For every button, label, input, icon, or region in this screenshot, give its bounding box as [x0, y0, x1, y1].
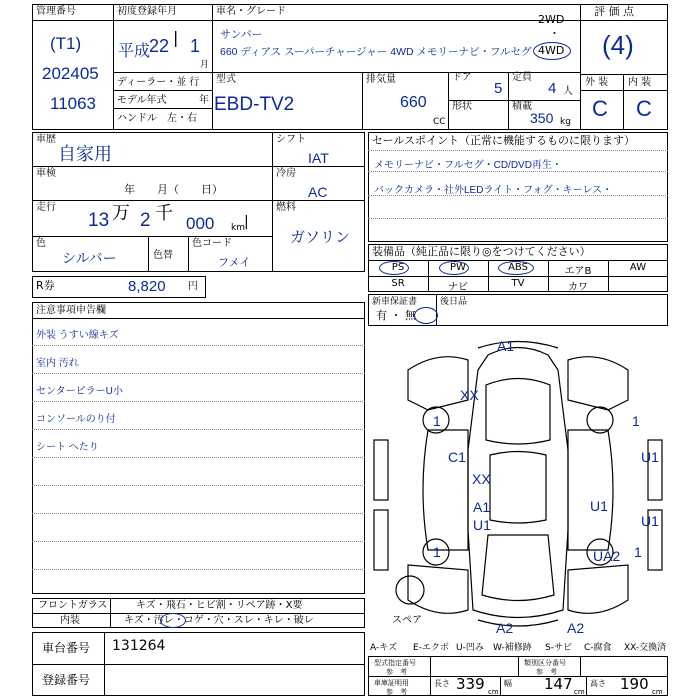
door-label: ドア — [452, 72, 472, 83]
note-item-3: センターピラーU小 — [36, 386, 123, 397]
equipment-title: 装備品（純正品に限り◎をつけてください） — [372, 245, 591, 258]
chassis-label: 車台番号 — [42, 641, 91, 655]
width: 147 — [544, 675, 573, 693]
keijo-label: 形状 — [452, 101, 472, 112]
soko-sen: 2 — [140, 210, 151, 231]
warranty-value: 有 ・ 無 — [376, 309, 416, 322]
soko-label: 走行 — [36, 202, 56, 213]
note-item-2: 室内 汚れ — [36, 358, 79, 369]
shareki: 自家用 — [58, 144, 112, 164]
damage-mark-u1-right-top: U1 — [641, 449, 659, 465]
length-label: 長さ — [434, 679, 450, 688]
shako-label: 車庫証明用 — [374, 679, 409, 687]
equip-pw-circle — [439, 261, 469, 275]
height-label: 高さ — [590, 679, 606, 688]
damage-mark-c1: C1 — [448, 449, 466, 465]
legend-a: A-キズ — [370, 643, 398, 653]
teiin-label: 定員 — [512, 72, 532, 83]
spare-label: スペア — [392, 615, 422, 626]
legend-c: C-腐食 — [584, 643, 612, 653]
ruibetsu-sanko: 参 考 — [536, 668, 557, 676]
damage-mark-xx-roof: XX — [472, 471, 491, 487]
month-unit: 月 — [200, 60, 210, 70]
kanri-line-2: 202405 — [42, 64, 99, 83]
chassis: 131264 — [112, 638, 166, 654]
naiso-label: 内 装 — [628, 77, 652, 88]
equip-abs: ABS — [508, 262, 528, 273]
dealer-label: ディーラー・並 行 — [117, 77, 200, 88]
shift-label: シフト — [276, 134, 306, 145]
equip-sr: SR — [391, 278, 405, 289]
soko-sen-unit: 千 — [155, 203, 173, 224]
irogae-label: 色替 — [153, 250, 173, 261]
naiso-row-text: キズ・汚レ・コゲ・穴・スレ・キレ・破レ — [124, 615, 314, 626]
kanri-line-3: 11063 — [50, 94, 97, 113]
width-label: 幅 — [504, 679, 512, 688]
length-unit: cm — [488, 688, 499, 696]
hyoka-label: 評 価 点 — [594, 5, 634, 18]
rken-unit: 円 — [188, 281, 198, 292]
era: 平成 — [118, 43, 151, 60]
note-item-5: シート へたり — [36, 442, 99, 453]
damage-mark-u1-right-bottom: U1 — [641, 513, 659, 529]
damage-mark-a2-left: A2 — [496, 620, 514, 636]
reibo: AC — [308, 184, 328, 200]
length: 339 — [456, 675, 485, 693]
note-item-4: コンソールのり付 — [36, 414, 116, 425]
iro-label: 色 — [36, 238, 46, 249]
equip-airbag: エアB — [564, 266, 592, 277]
sekisai: 350 — [530, 110, 554, 126]
damage-mark-ua2: UA2 — [593, 548, 621, 564]
haiki: 660 — [400, 94, 427, 111]
note-item-1: 外装 うすい線キズ — [36, 330, 119, 341]
height-unit: cm — [652, 688, 663, 696]
month: 1 — [190, 36, 201, 56]
door: 5 — [494, 80, 503, 97]
damage-mark-1-front-right: 1 — [632, 413, 640, 429]
equip-ps: PS — [391, 262, 405, 273]
shako-sanko: 参 考 — [386, 688, 407, 696]
equip-leather: カワ — [568, 282, 588, 293]
year: 22 — [149, 36, 170, 56]
soko-man: 13 — [88, 210, 110, 231]
equip-navi: ナビ — [448, 282, 468, 293]
kata-shitei-label: 型式指定番号 — [374, 659, 416, 667]
kanri-line-1: (T1) — [50, 34, 82, 53]
gaiso-label: 外 装 — [585, 77, 609, 88]
legend-s: S-サビ — [545, 643, 572, 653]
katashiki: EBD-TV2 — [214, 94, 295, 115]
naiso-stain-circle — [160, 613, 186, 628]
rken: 8,820 — [128, 278, 166, 295]
damage-mark-a2-right: A2 — [567, 620, 585, 636]
notes-title: 注意事項申告欄 — [36, 305, 106, 316]
damage-mark-u1-mid: U1 — [473, 517, 491, 533]
soko-unit: km — [231, 223, 245, 233]
front-label: フロントガラス — [38, 600, 108, 611]
teiin-unit: 人 — [563, 86, 573, 97]
legend-xx: XX-交換済 — [624, 643, 667, 653]
legend-u: U-凹み — [456, 643, 484, 653]
shodo-label: 初度登録年月 — [117, 6, 177, 17]
drive-4wd-circle — [533, 42, 571, 60]
model-year-unit: 年 — [199, 95, 209, 106]
drive-dot: ・ — [549, 27, 560, 40]
equip-pw: PW — [450, 262, 466, 273]
damage-mark-xx-front-left: XX — [460, 387, 479, 403]
damage-mark-u1-right-door: U1 — [590, 498, 608, 514]
drive-4wd: 4WD — [538, 44, 565, 57]
drive-2wd: 2WD — [538, 13, 565, 26]
iro: シルバー — [62, 250, 117, 266]
kata-sanko: 参 考 — [386, 668, 407, 676]
kanri-label: 管理番号 — [36, 6, 76, 17]
damage-mark-a1-top: A1 — [497, 338, 515, 354]
model-year-label: モデル年式 — [117, 95, 167, 106]
damage-mark-1-rear-left: 1 — [433, 544, 441, 560]
sales-line-2: バックカメラ・社外LEDライト・フォグ・キーレス・ — [374, 185, 613, 196]
nenryo-label: 燃料 — [276, 202, 296, 213]
car-diagram — [368, 330, 668, 640]
sekisai-unit: kg — [560, 117, 571, 127]
front-text: キズ・飛石・ヒビ割・リペア跡・X要 — [136, 600, 303, 611]
soko-rest: 000 — [186, 214, 215, 233]
katashiki-label: 型式 — [216, 74, 236, 85]
teiin: 4 — [548, 80, 557, 97]
haiki-unit: CC — [433, 117, 446, 127]
rken-label: R券 — [36, 279, 55, 292]
warranty-circle — [414, 307, 438, 324]
haiki-label: 排気量 — [366, 74, 396, 85]
legend-w: W-補修跡 — [493, 643, 532, 653]
equip-ps-circle — [379, 261, 409, 275]
damage-mark-1-rear-right: 1 — [634, 544, 642, 560]
warranty-label: 新車保証書 — [372, 297, 418, 307]
damage-mark-a1-mid: A1 — [473, 499, 491, 515]
sales-line-1: メモリーナビ・フルセグ・CD/DVD再生・ — [374, 160, 562, 171]
naiso-row-label: 内装 — [60, 615, 80, 626]
score: (4) — [602, 30, 634, 60]
header-frame — [32, 4, 668, 130]
sekisai-label: 積載 — [512, 101, 532, 112]
ruibetsu-label: 類別区分番号 — [524, 659, 566, 667]
name-label: 車名・グレード — [216, 6, 286, 17]
soko-man-unit: 万 — [112, 203, 130, 224]
equip-aw: AW — [629, 262, 647, 273]
legend-e: E-エクボ — [413, 643, 449, 653]
width-unit: cm — [574, 688, 585, 696]
equip-abs-circle — [498, 261, 534, 275]
handle-label: ハンドル 左・右 — [117, 113, 197, 124]
nenryo: ガソリン — [290, 229, 351, 246]
name-line-1: サンバー — [220, 29, 263, 41]
shaken-text: 年 月（ 日） — [124, 183, 223, 196]
manual-label: 後日品 — [440, 297, 468, 307]
shaken-label: 車検 — [36, 168, 56, 179]
reg-label: 登録番号 — [42, 673, 91, 687]
sales-title: セールスポイント（正常に機能するものに限ります） — [372, 134, 636, 147]
color-code-label: 色コード — [192, 238, 232, 249]
shareki-label: 車歴 — [36, 134, 56, 145]
gaiso-grade: C — [592, 96, 608, 121]
reibo-label: 冷房 — [276, 168, 296, 179]
shift: IAT — [308, 150, 329, 166]
name-line-2: 660 ディアス スーパーチャージャー 4WD メモリーナビ・フルセグ — [220, 46, 532, 58]
height: 190 — [620, 675, 649, 693]
damage-mark-1-front-left: 1 — [433, 413, 441, 429]
color-code: フメイ — [218, 257, 251, 269]
naiso-grade: C — [636, 96, 652, 121]
equip-tv: TV — [511, 278, 525, 289]
rken-frame — [32, 276, 206, 298]
